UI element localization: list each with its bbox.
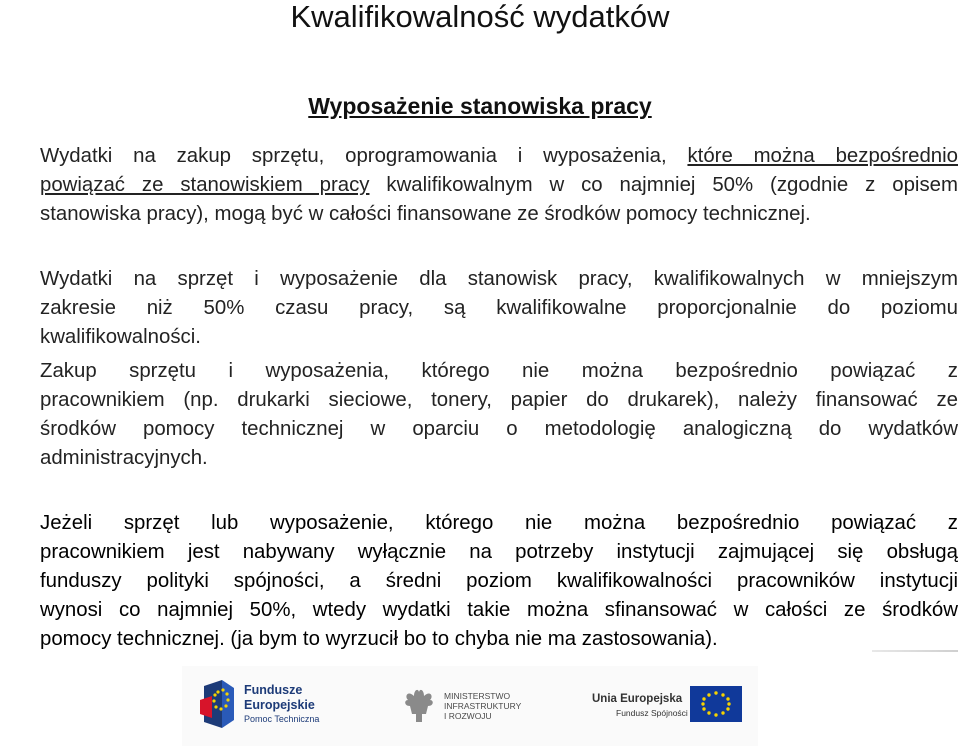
section-heading: Wyposażenie stanowiska pracy: [308, 93, 652, 119]
paragraph-4-line-2: pracownikiem jest nabywany wyłącznie na potrzeby instytucji zajmującej się obsługą: [40, 541, 958, 563]
fe-line-1: Fundusze: [244, 683, 303, 697]
ministry-line-2: INFRASTRUKTURY: [444, 701, 522, 711]
eu-line-1: Unia Europejska: [592, 693, 683, 705]
slide-title: Kwalifikowalność wydatków: [290, 0, 670, 34]
fe-line-3: Pomoc Techniczna: [244, 714, 320, 724]
paragraph-2-line-3: kwalifikowalności.: [40, 326, 201, 348]
decorative-rule: [872, 650, 958, 652]
paragraph-4-line-3: funduszy polityki spójności, a średni poziom kwalifikowalności pracowników instytucji: [40, 570, 958, 592]
paragraph-1-line-2: [40, 171, 958, 200]
p1-line1-text: Wydatki na zakup sprzętu, oprogramowania i wyposażenia,: [40, 145, 688, 167]
paragraph-3: [40, 357, 958, 473]
paragraph-2: [40, 265, 958, 352]
paragraph-4: [40, 509, 958, 654]
fundusze-europejskie-logo: [200, 680, 319, 728]
paragraph-3-line-4: administracyjnych.: [40, 447, 208, 469]
ministry-line-1: MINISTERSTWO: [444, 691, 511, 701]
p1-underlined-text-2: powiązać ze stanowiskiem pracy: [40, 174, 370, 196]
p1-line2-text: kwalifikowalnym w co najmniej 50% (zgodnie z opisem: [369, 174, 958, 196]
paragraph-2-line-1: Wydatki na sprzęt i wyposażenie dla stanowisk pracy, kwalifikowalnych w mniejszym: [40, 268, 958, 290]
ministerstwo-logo: [405, 690, 521, 722]
logo-strip-graphic: [182, 666, 758, 746]
paragraph-1-line-3: stanowiska pracy), mogą być w całości finansowane ze środków pomocy technicznej.: [40, 203, 811, 225]
eu-line-2: Fundusz Spójności: [616, 708, 688, 718]
paragraph-3-line-1: Zakup sprzętu i wyposażenia, którego nie można bezpośrednio powiązać z: [40, 360, 958, 382]
ministry-line-3: I ROZWOJU: [444, 711, 492, 721]
paragraph-4-line-5: pomocy technicznej. (ja bym to wyrzucił bo to chyba nie ma zastosowania).: [40, 628, 718, 650]
fe-line-2: Europejskie: [244, 698, 315, 712]
paragraph-1: [40, 142, 958, 229]
paragraph-4-line-1: Jeżeli sprzęt lub wyposażenie, którego nie można bezpośrednio powiązać z: [40, 512, 958, 534]
logo-strip: [182, 666, 758, 746]
paragraph-1-line-1: [40, 142, 958, 171]
paragraph-4-line-4: wynosi co najmniej 50%, wtedy wydatki takie można sfinansować w całości ze środków: [40, 599, 958, 621]
paragraph-3-line-3: środków pomocy technicznej w oparciu o metodologię analogiczną do wydatków: [40, 418, 958, 440]
p1-underlined-text-1: które można bezpośrednio: [687, 145, 958, 167]
paragraph-2-line-2: zakresie niż 50% czasu pracy, są kwalifikowalne proporcjonalnie do poziomu: [40, 297, 958, 319]
paragraph-3-line-2: pracownikiem (np. drukarki sieciowe, tonery, papier do drukarek), należy finansować ze: [40, 389, 958, 411]
unia-europejska-logo: [592, 686, 742, 722]
